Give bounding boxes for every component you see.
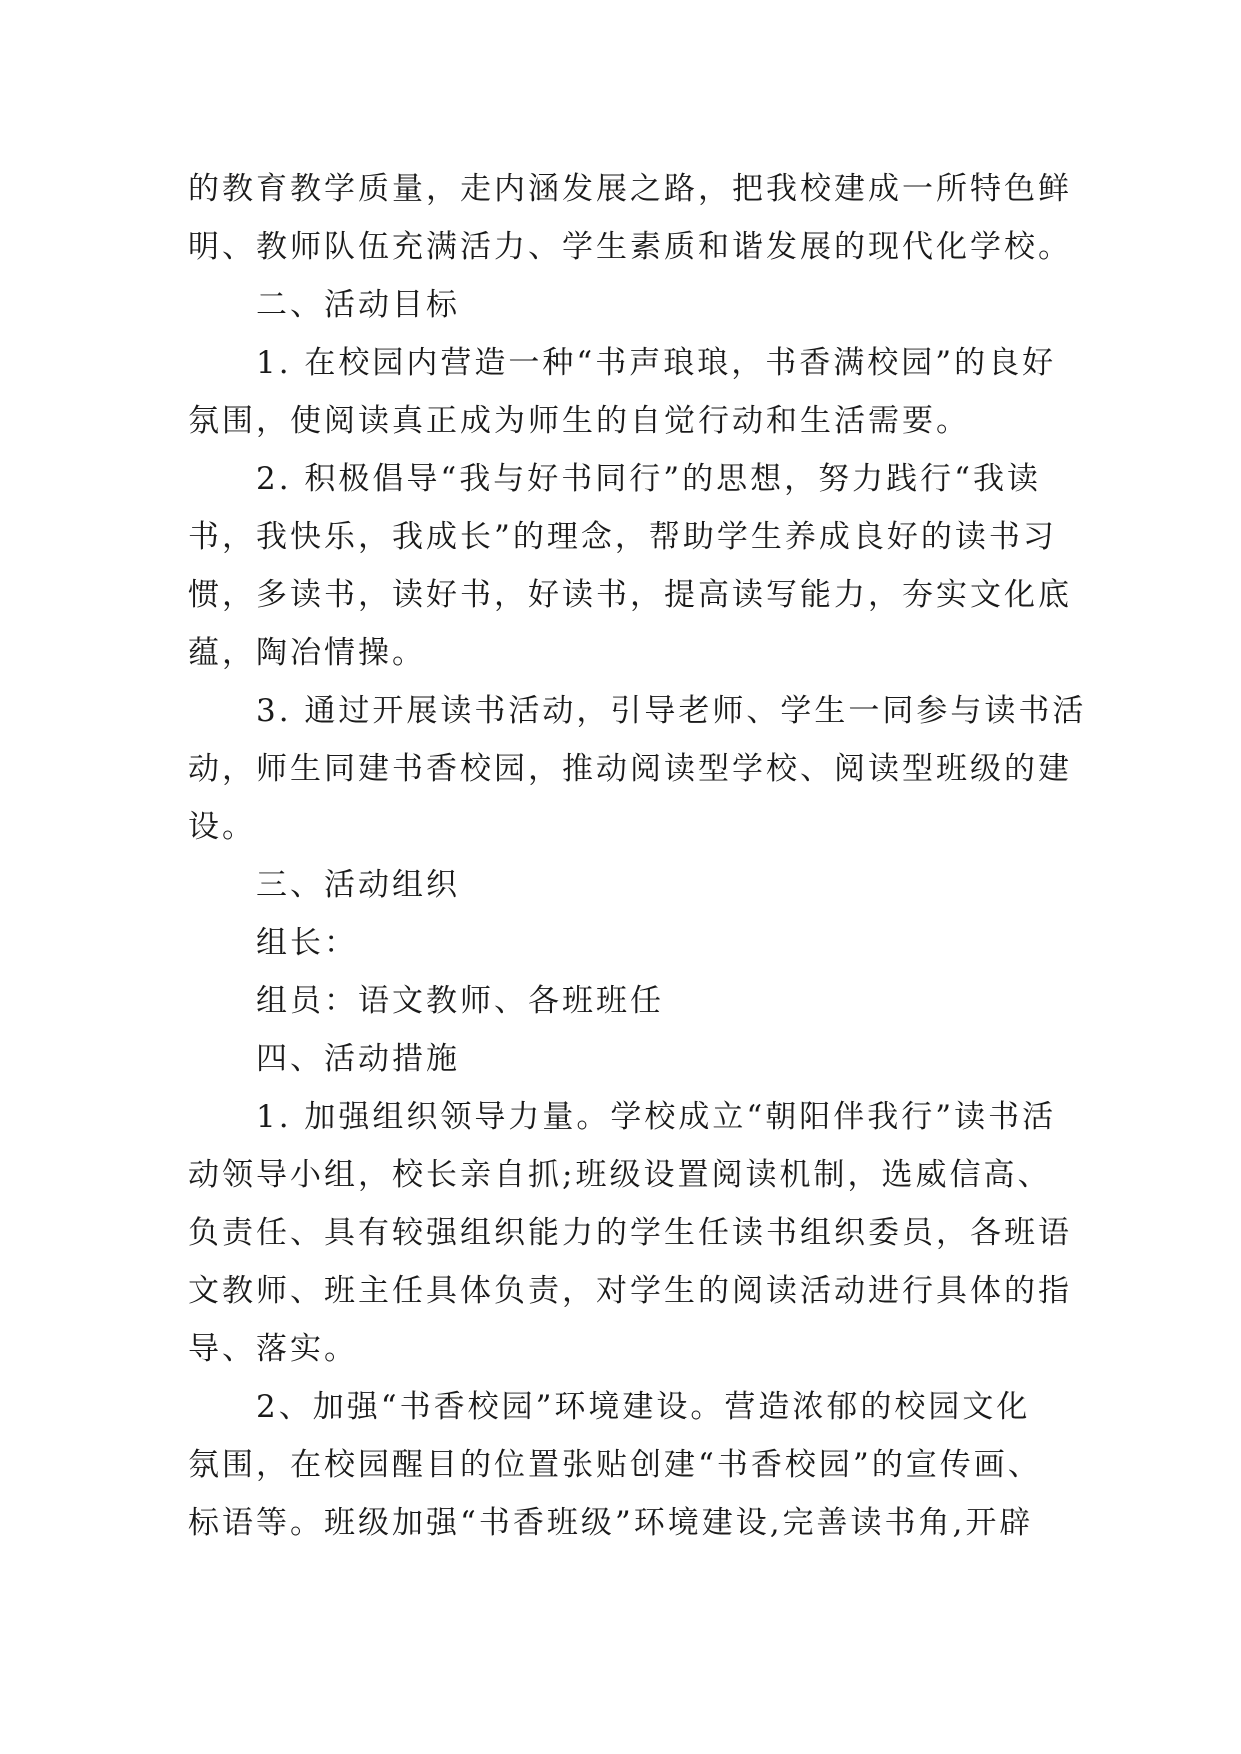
paragraph-line: 动，师生同建书香校园，推动阅读型学校、阅读型班级的建 <box>188 751 1072 787</box>
paragraph-line: 氛围，在校园醒目的位置张贴创建“书香校园”的宣传画、 <box>188 1447 1042 1483</box>
paragraph-line: 组长： <box>256 925 358 961</box>
paragraph-line: 蕴，陶冶情操。 <box>188 635 426 671</box>
paragraph-line: 负责任、具有较强组织能力的学生任读书组织委员，各班语 <box>188 1215 1072 1251</box>
paragraph-line: 2. 积极倡导“我与好书同行”的思想，努力践行“我读 <box>256 461 1041 497</box>
section-heading: 二、活动目标 <box>256 287 460 323</box>
paragraph-line: 氛围，使阅读真正成为师生的自觉行动和生活需要。 <box>188 403 970 439</box>
document-body <box>188 160 1087 1552</box>
paragraph-line: 书，我快乐，我成长”的理念，帮助学生养成良好的读书习 <box>188 519 1057 555</box>
paragraph-line: 的教育教学质量，走内涵发展之路，把我校建成一所特色鲜 <box>188 171 1072 207</box>
paragraph-line: 2、加强“书香校园”环境建设。营造浓郁的校园文化 <box>256 1389 1031 1425</box>
paragraph-line: 1. 在校园内营造一种“书声琅琅，书香满校园”的良好 <box>256 345 1057 381</box>
paragraph-line: 设。 <box>188 809 256 845</box>
paragraph-line: 文教师、班主任具体负责，对学生的阅读活动进行具体的指 <box>188 1273 1072 1309</box>
section-heading: 三、活动组织 <box>256 867 460 903</box>
paragraph-line: 导、落实。 <box>188 1331 358 1367</box>
paragraph-line: 惯，多读书，读好书，好读书，提高读写能力，夯实文化底 <box>188 577 1072 613</box>
paragraph-line: 明、教师队伍充满活力、学生素质和谐发展的现代化学校。 <box>188 229 1072 265</box>
paragraph-line: 动领导小组，校长亲自抓;班级设置阅读机制，选威信高、 <box>188 1157 1052 1193</box>
paragraph-line: 3. 通过开展读书活动，引导老师、学生一同参与读书活 <box>256 693 1087 729</box>
paragraph-line: 1. 加强组织领导力量。学校成立“朝阳伴我行”读书活 <box>256 1099 1057 1135</box>
paragraph-line: 组员：语文教师、各班班任 <box>256 983 664 1019</box>
section-heading: 四、活动措施 <box>256 1041 460 1077</box>
paragraph-line: 标语等。班级加强“书香班级”环境建设,完善读书角,开辟 <box>188 1505 1034 1541</box>
